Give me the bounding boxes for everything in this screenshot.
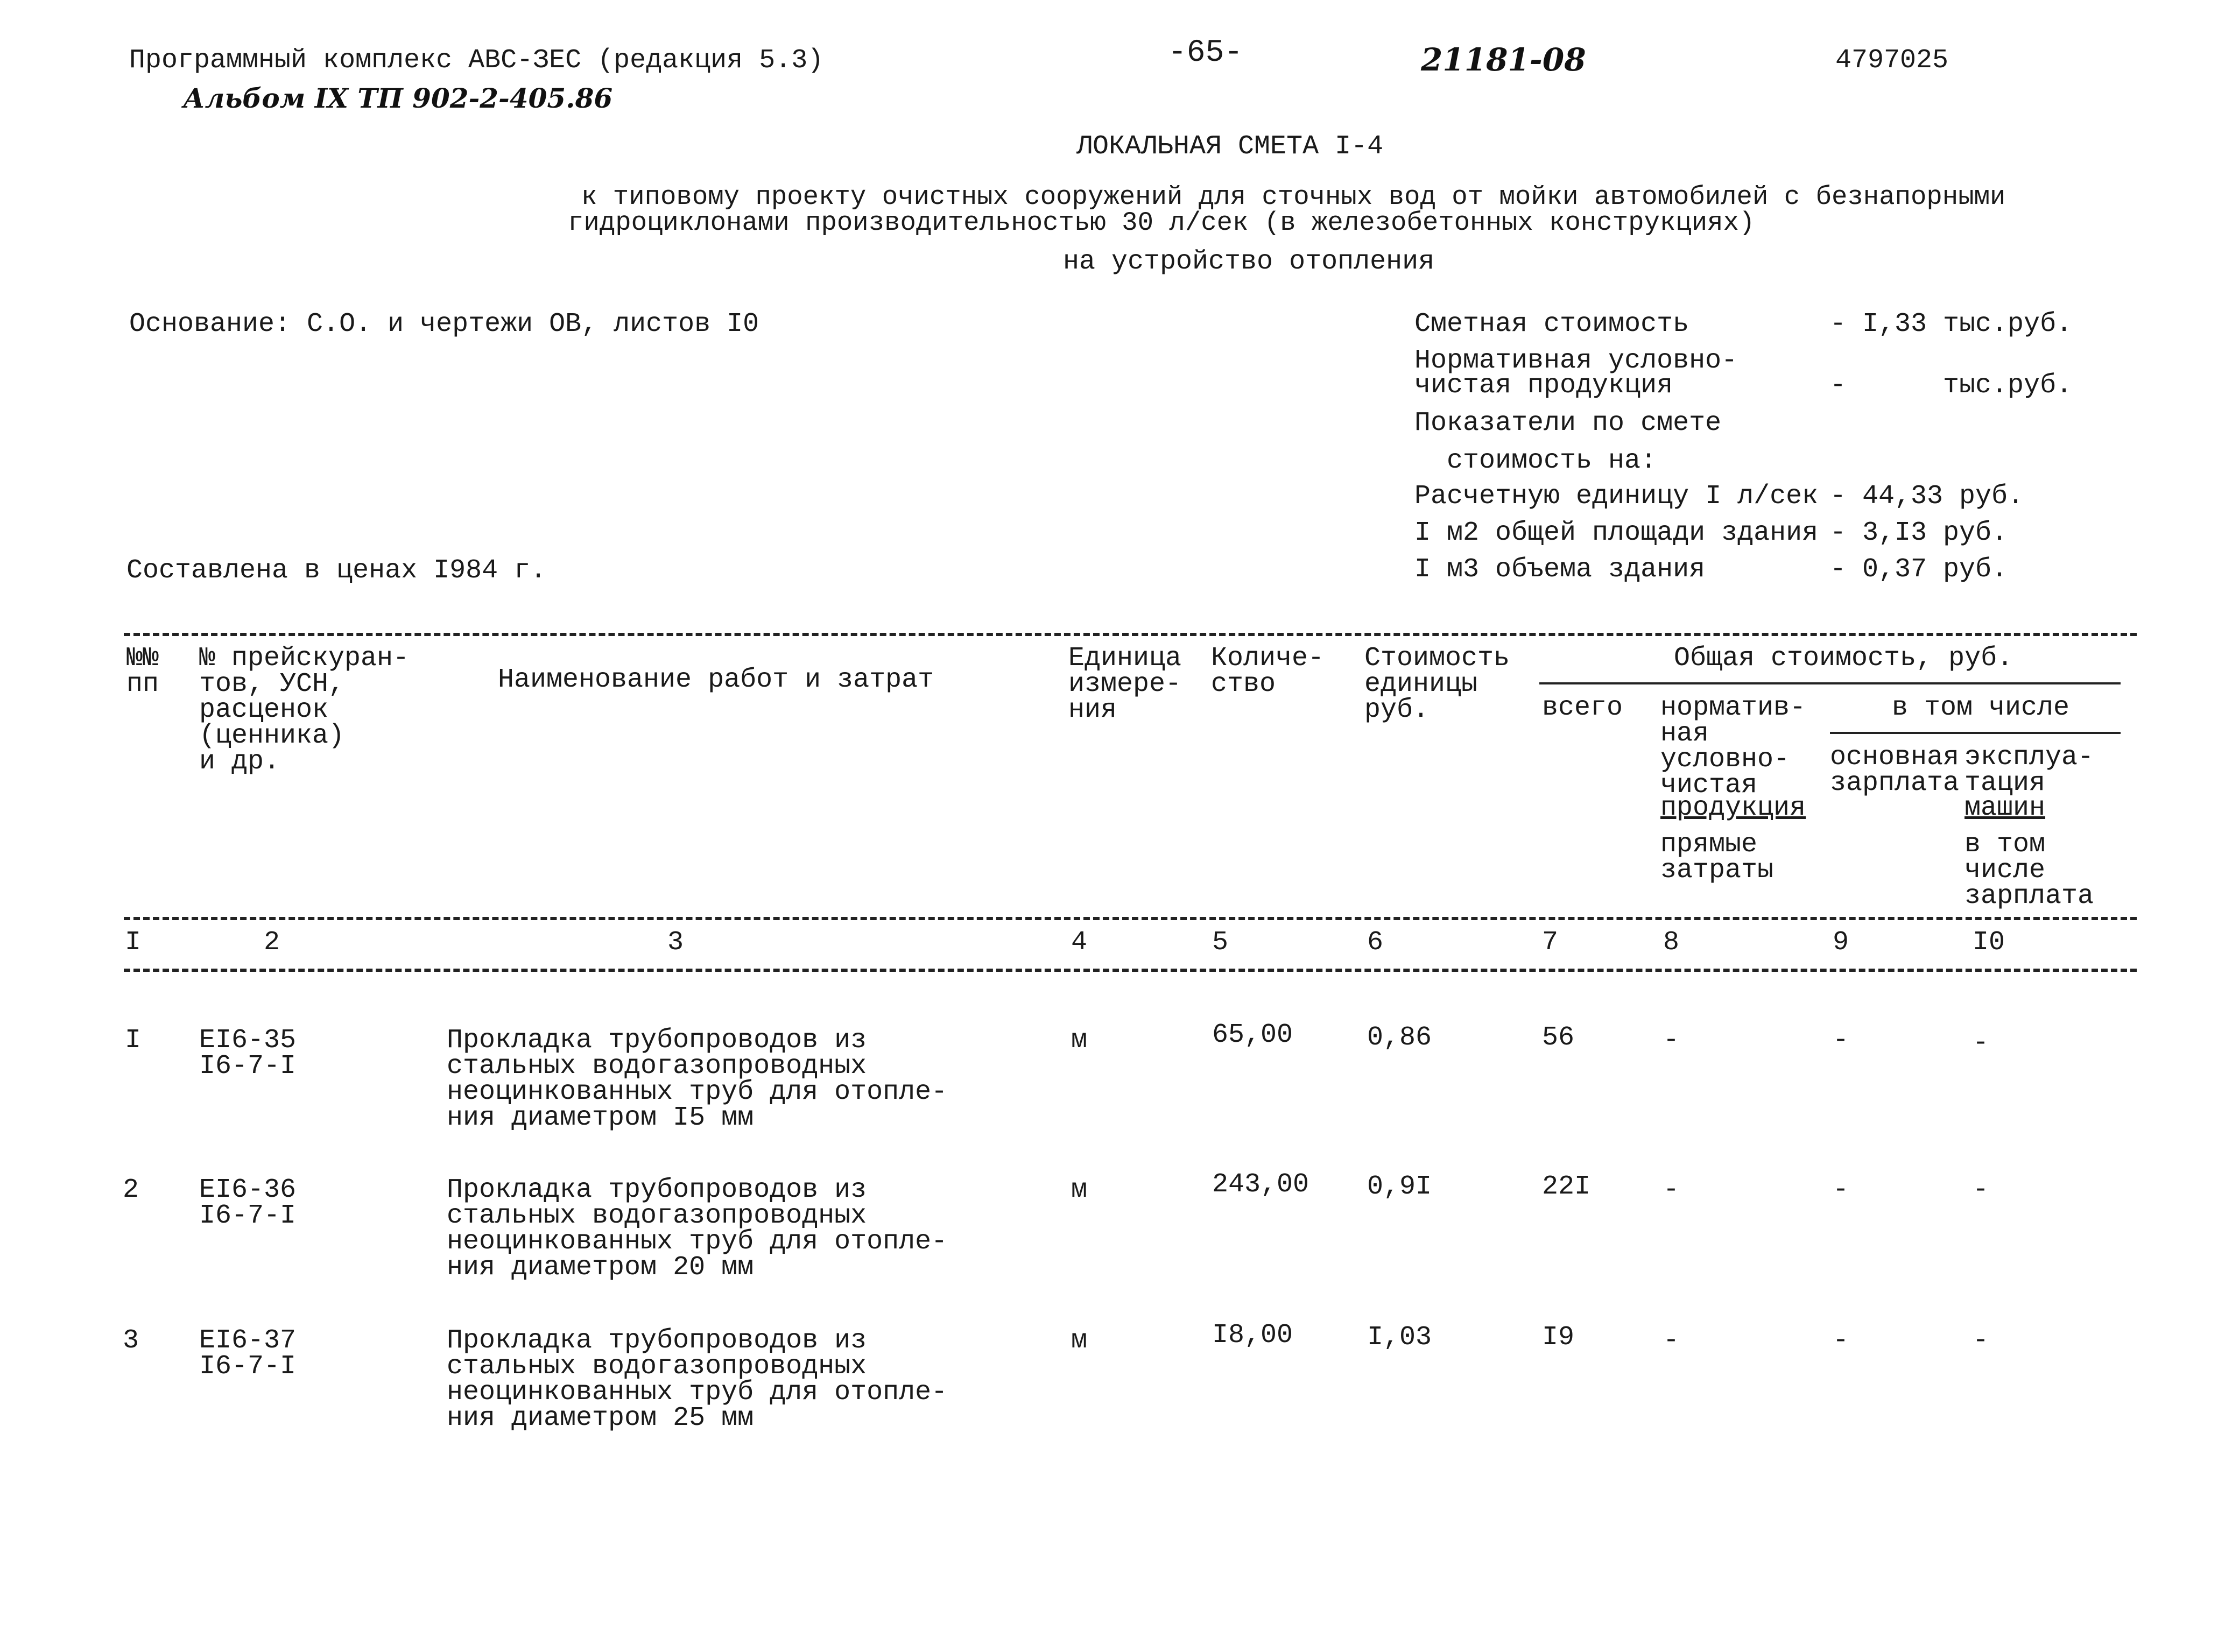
header-col6: Стоимость единицы руб.: [1364, 643, 1510, 725]
row-work-name: Прокладка трубопроводов из стальных водогазопроводных неоцинкованных труб для отопле- ния диаметром 25 мм: [447, 1325, 948, 1434]
header-col8-top: норматив- ная условно- чистая: [1660, 693, 1806, 801]
header-col8-under: продукция: [1660, 793, 1806, 823]
project-description-line2: гидроциклонами производительностью 30 л/сек (в железобетонных конструкциях): [568, 208, 1755, 238]
row-unit: м: [1071, 1025, 1088, 1056]
header-total-group: Общая стоимость, руб.: [1674, 643, 2013, 674]
summary-volume-value: - 0,37 руб.: [1830, 554, 2008, 585]
row-unit-price: I,03: [1367, 1322, 1432, 1353]
compiled-text: Составлена в ценах I984 г.: [126, 555, 547, 586]
column-number: 7: [1542, 927, 1559, 958]
table-header-bottom-rule: [124, 917, 2137, 920]
column-number: I: [125, 927, 142, 958]
header-col5: Количе- ство: [1211, 643, 1325, 700]
row-col8: -: [1663, 1175, 1680, 1205]
row-col10: -: [1973, 1175, 1989, 1205]
header-col2: № прейскуран- тов, УСН, расценок (ценника) и др.: [199, 643, 410, 777]
row-number: 2: [123, 1175, 139, 1205]
row-col8: -: [1663, 1025, 1680, 1056]
row-work-name: Прокладка трубопроводов из стальных водогазопроводных неоцинкованных труб для отопле- ния диаметром I5 мм: [447, 1025, 948, 1133]
summary-area-label: I м2 общей площади здания: [1414, 518, 1819, 548]
row-col9: -: [1833, 1175, 1849, 1205]
project-description-line1: к типовому проекту очистных сооружений для сточных вод от мойки автомобилей с безнапорными: [581, 182, 2006, 212]
column-number: 2: [264, 927, 280, 958]
row-total: 22I: [1542, 1171, 1591, 1202]
row-col10: -: [1973, 1325, 1989, 1356]
header-col3: Наименование работ и затрат: [498, 665, 934, 695]
table-top-rule: [124, 633, 2137, 636]
header-col1: №№ пп: [126, 643, 159, 700]
row-quantity: 243,00: [1212, 1169, 1309, 1200]
summary-norm-value: - тыс.руб.: [1830, 370, 2073, 401]
row-col10: -: [1973, 1028, 1989, 1058]
project-description-line3: на устройство отопления: [1063, 246, 1435, 277]
column-number: 8: [1663, 927, 1680, 958]
summary-indicators-sub: стоимость на:: [1447, 446, 1657, 476]
row-quantity: I8,00: [1212, 1320, 1293, 1351]
document-number: 4797025: [1835, 45, 1949, 76]
row-unit-price: 0,86: [1367, 1022, 1432, 1053]
row-col9: -: [1833, 1325, 1849, 1356]
total-group-underline: [1539, 682, 2121, 684]
page-number: -65-: [1168, 36, 1243, 70]
program-name: Программный комплекс АВС-ЗЕС (редакция 5.3): [129, 45, 824, 76]
header-col8-bottom: прямые затраты: [1660, 829, 1774, 886]
column-number: 6: [1367, 927, 1384, 958]
summary-cost-value: - I,33 тыс.руб.: [1830, 309, 2073, 340]
row-quantity: 65,00: [1212, 1020, 1293, 1050]
summary-area-value: - 3,I3 руб.: [1830, 518, 2008, 548]
row-number: I: [125, 1025, 142, 1056]
row-price-code: EI6-37 I6-7-I: [199, 1325, 297, 1382]
row-unit: м: [1071, 1325, 1088, 1356]
summary-volume-label: I м3 объема здания: [1414, 554, 1706, 585]
album-reference: Альбом IX ТП 902-2-405.86: [183, 82, 613, 114]
row-number: 3: [123, 1325, 139, 1356]
row-work-name: Прокладка трубопроводов из стальных водогазопроводных неоцинкованных труб для отопле- ния диаметром 20 мм: [447, 1175, 948, 1283]
column-number: I0: [1973, 927, 2005, 958]
row-total: 56: [1542, 1022, 1575, 1053]
header-col10-top: эксплуа- тация: [1965, 742, 2094, 799]
row-unit-price: 0,9I: [1367, 1171, 1432, 1202]
header-incl-group: в том числе: [1892, 693, 2070, 723]
table-column-numbers-rule: [124, 969, 2137, 972]
summary-norm-label: Нормативная условно- чистая продукция: [1414, 345, 1738, 401]
header-col10-under: машин: [1965, 793, 2046, 823]
row-col8: -: [1663, 1325, 1680, 1356]
row-price-code: EI6-36 I6-7-I: [199, 1175, 297, 1231]
header-col10-bottom: в том числе зарплата: [1965, 829, 2094, 912]
header-col7: всего: [1542, 693, 1623, 723]
row-col9: -: [1833, 1025, 1849, 1056]
row-total: I9: [1542, 1322, 1575, 1353]
summary-cost-label: Сметная стоимость: [1414, 309, 1689, 340]
column-number: 3: [667, 927, 684, 958]
column-number: 4: [1071, 927, 1088, 958]
column-number: 9: [1833, 927, 1849, 958]
summary-unit-label: Расчетную единицу I л/сек: [1414, 481, 1819, 512]
row-unit: м: [1071, 1175, 1088, 1205]
summary-indicators-label: Показатели по смете: [1414, 408, 1722, 439]
column-number: 5: [1212, 927, 1229, 958]
document-code: 21181-08: [1421, 41, 1586, 78]
incl-group-underline: [1830, 732, 2121, 734]
header-col4: Единица измере- ния: [1068, 643, 1182, 725]
estimate-title: ЛОКАЛЬНАЯ СМЕТА I-4: [1076, 131, 1384, 162]
summary-unit-value: - 44,33 руб.: [1830, 481, 2024, 512]
basis-text: Основание: С.О. и чертежи ОВ, листов I0: [129, 309, 759, 340]
row-price-code: EI6-35 I6-7-I: [199, 1025, 297, 1082]
header-col9: основная зарплата: [1830, 742, 1960, 799]
